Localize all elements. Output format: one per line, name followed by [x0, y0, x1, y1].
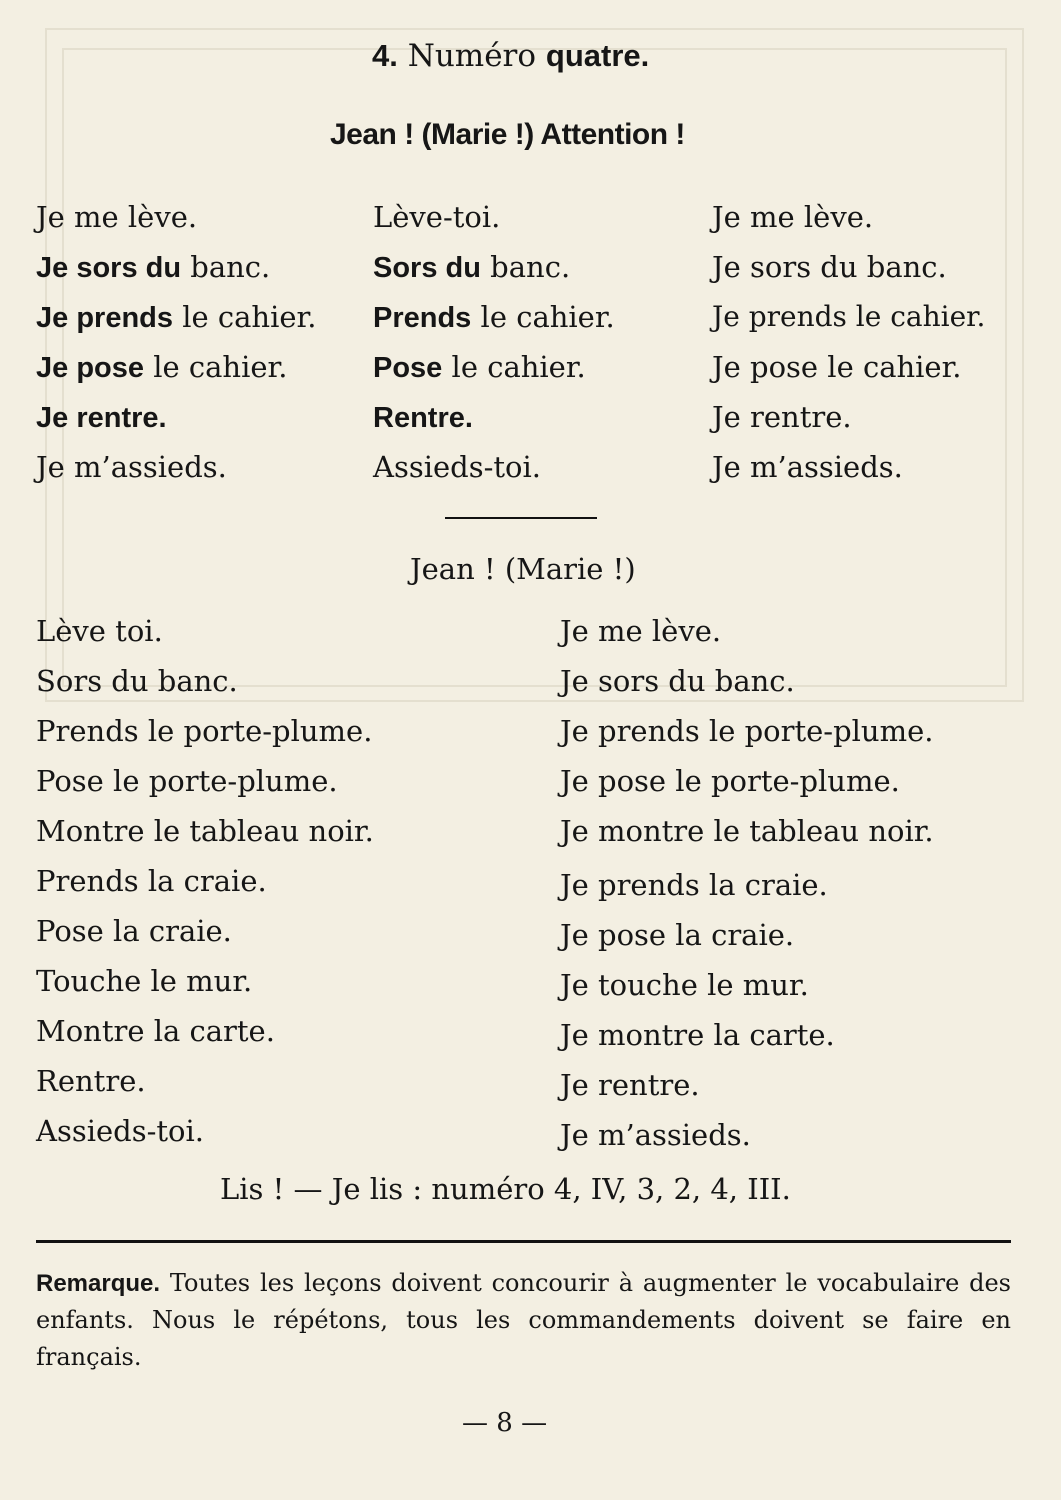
command-line: Pose la craie.: [36, 914, 232, 948]
command-line: Prends la craie.: [36, 864, 267, 898]
command-line: Pose le porte-plume.: [36, 764, 338, 798]
response-line: Je prends le porte-plume.: [560, 714, 934, 748]
response-line: Je montre la carte.: [560, 1018, 835, 1052]
command-line: Montre le tableau noir.: [36, 814, 374, 848]
command-line: Rentre.: [36, 1064, 146, 1098]
col2-line: Rentre.: [373, 402, 473, 434]
response-line: Je rentre.: [560, 1068, 700, 1102]
col1-line: Je me lève.: [36, 200, 198, 234]
lesson-number-word: Numéro: [407, 38, 537, 74]
command-line: Assieds-toi.: [36, 1114, 204, 1148]
short-divider: [445, 517, 597, 519]
col1-line: Je m’assieds.: [36, 450, 227, 484]
remark-paragraph: [36, 1265, 1011, 1376]
col3-line: Je prends le cahier.: [712, 300, 986, 333]
col1-line: Je pose le cahier.: [36, 350, 288, 384]
response-line: Je montre le tableau noir.: [560, 814, 934, 848]
response-line: Je pose le porte-plume.: [560, 764, 900, 798]
page-number: — 8 —: [462, 1408, 548, 1438]
col3-line: Je rentre.: [712, 400, 852, 434]
lesson-number-name: quatre.: [545, 38, 650, 73]
response-line: Je prends la craie.: [560, 868, 828, 902]
long-divider: [36, 1240, 1011, 1243]
response-line: Je me lève.: [560, 614, 722, 648]
lesson-number-digit: 4.: [372, 38, 398, 73]
col1-line: Je sors du banc.: [36, 250, 271, 284]
col3-line: Je m’assieds.: [712, 450, 903, 484]
command-line: Touche le mur.: [36, 964, 253, 998]
response-line: Je pose la craie.: [560, 918, 795, 952]
col2-line: Assieds-toi.: [373, 450, 541, 484]
col1-line: Je prends le cahier.: [36, 300, 317, 334]
command-line: Sors du banc.: [36, 664, 238, 698]
col3-line: Je pose le cahier.: [712, 350, 962, 384]
col2-line: Lève-toi.: [373, 200, 501, 234]
section2-title: Jean ! (Marie !): [410, 552, 636, 586]
command-line: Montre la carte.: [36, 1014, 275, 1048]
col2-line: Prends le cahier.: [373, 300, 615, 334]
col3-line: Je me lève.: [712, 200, 874, 234]
remark-text: Toutes les leçons doivent concourir à augmenter le vocabulaire des enfants. Nous le répétons, tous les commandements doivent se faire en français.: [36, 1269, 1011, 1371]
reading-line: Lis ! — Je lis : numéro 4, IV, 3, 2, 4, III.: [220, 1172, 791, 1206]
response-line: Je m’assieds.: [560, 1118, 751, 1152]
response-line: Je sors du banc.: [560, 664, 795, 698]
remark-label: Remarque.: [36, 1270, 161, 1297]
col3-line: Je sors du banc.: [712, 250, 947, 284]
col2-line: Sors du banc.: [373, 250, 571, 284]
lesson-number: [372, 38, 649, 74]
command-line: Lève toi.: [36, 614, 163, 648]
section1-title: Jean ! (Marie !) Attention !: [330, 118, 685, 151]
col2-line: Pose le cahier.: [373, 350, 586, 384]
response-line: Je touche le mur.: [560, 968, 809, 1002]
command-line: Prends le porte-plume.: [36, 714, 373, 748]
col1-line: Je rentre.: [36, 402, 167, 434]
